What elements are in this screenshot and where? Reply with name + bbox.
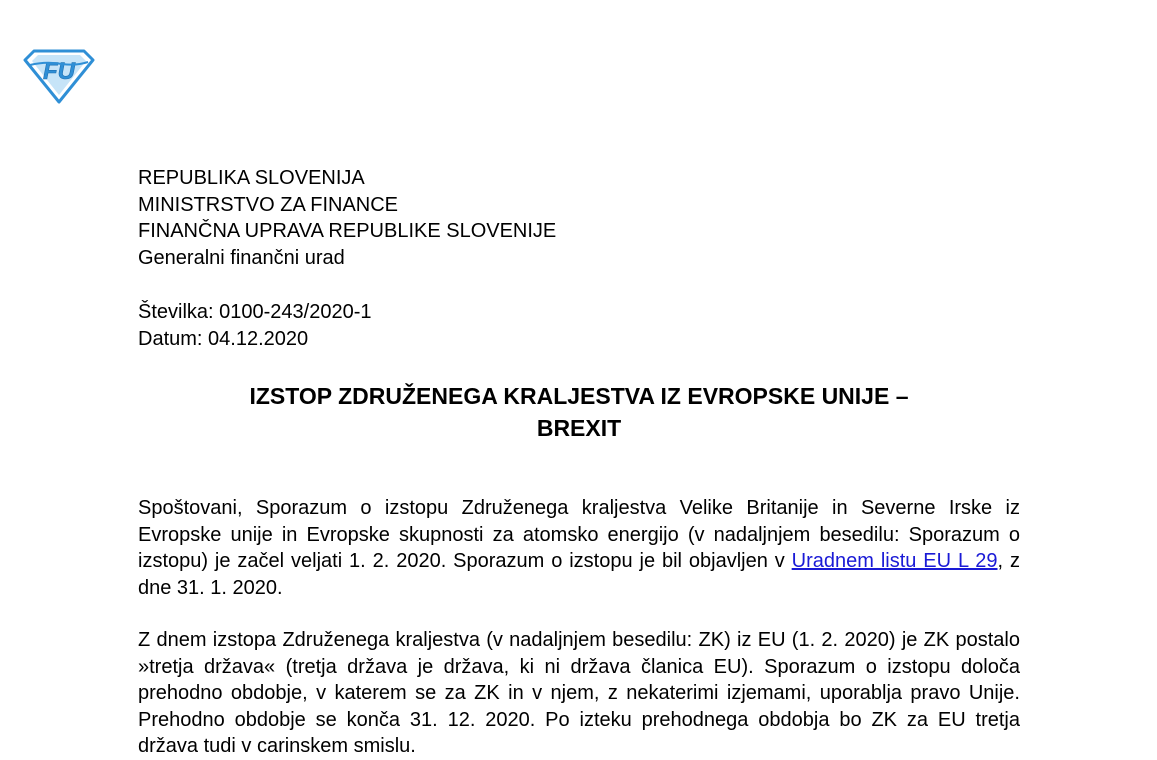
header-country: REPUBLIKA SLOVENIJA	[138, 167, 365, 189]
paragraph-third-country: Z dnem izstopa Združenega kraljestva (v nadaljnjem besedilu: ZK) iz EU (1. 2. 2020) je ZK postalo »tretja država« (tretja država je država, ki ni država članica EU). Sporazum o izstopu določa prehodno obdobje, v katerem se za ZK in v njem, z nekaterimi izjemami, uporablja pravo Unije. Prehodno obdobje se konča 31. 12. 2020. Po izteku prehodnega obdobja bo ZK za EU tretja država tudi v carinskem smislu.	[138, 629, 1020, 758]
title-line-1: IZSTOP ZDRUŽENEGA KRALJESTVA IZ EVROPSKE UNIJE –	[249, 383, 909, 409]
document-number: Številka: 0100-243/2020-1	[138, 301, 372, 323]
paragraph-intro	[138, 495, 1020, 601]
header-administration: FINANČNA UPRAVA REPUBLIKE SLOVENIJE	[138, 220, 557, 243]
header-ministry: MINISTRSTVO ZA FINANCE	[138, 193, 399, 216]
issuer-header	[138, 165, 556, 271]
title-line-2: BREXIT	[536, 415, 622, 441]
document-date: Datum: 04.12.2020	[138, 327, 309, 350]
document-title	[138, 380, 1020, 444]
fu-logo-icon	[22, 48, 96, 104]
document-meta	[138, 299, 372, 352]
paragraph-intro-tail: , z dne 31. 1. 2020.	[138, 550, 1020, 599]
paragraph-intro-text: Spoštovani, Sporazum o izstopu Združenega kraljestva Velike Britanije in Severne Irske iz Evropske unije in Evropske skupnosti za atomsko energijo (v nadaljnjem besedilu: Sporazum o izstopu) je začel veljati 1. 2. 2020. Sporazum o izstopu je bil objavljen v	[138, 497, 1020, 573]
official-journal-link[interactable]: Uradnem listu EU L 29	[791, 550, 998, 573]
header-office: Generalni finančni urad	[138, 246, 345, 269]
svg-text:FU: FU	[43, 58, 75, 85]
